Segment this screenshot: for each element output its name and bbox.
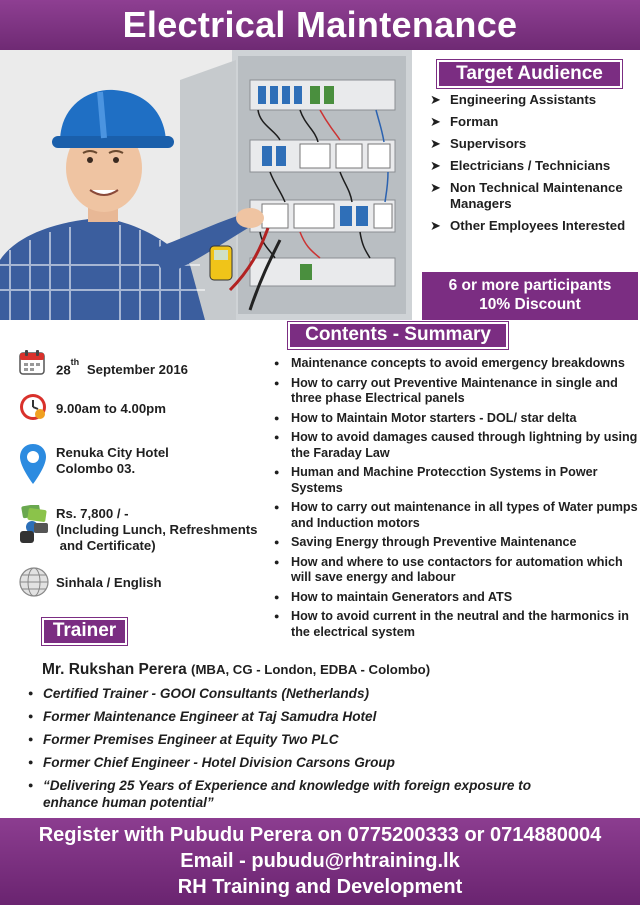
trainer-name: Mr. Rukshan Perera (42, 661, 187, 678)
trainer-name-line (42, 661, 430, 679)
arrow-icon: ➤ (430, 158, 441, 173)
arrow-icon: ➤ (430, 114, 441, 129)
audience-item: ➤ Supervisors (430, 136, 527, 151)
bio-item: ● Former Chief Engineer - Hotel Division Carsons Group (28, 754, 548, 771)
audience-item: ➤ Engineering Assistants (430, 92, 597, 107)
event-time: 9.00am to 4.00pm (56, 401, 166, 416)
contents-list (272, 356, 640, 644)
contents-summary-title: Contents - Summary (288, 322, 508, 349)
content-item: ● How and where to use contactors for automation which will save energy and labour (272, 555, 640, 586)
fee-amount: Rs. 7,800 / - (56, 506, 129, 521)
event-day: 28 (56, 362, 71, 378)
content-item: ● How to maintain Generators and ATS (272, 590, 640, 606)
trainer-title: Trainer (42, 618, 127, 645)
discount-line1: 6 or more participants (448, 277, 612, 294)
trainer-credentials: (MBA, CG - London, EDBA - Colombo) (191, 662, 431, 677)
audience-item: ➤ Other Employees Interested (430, 218, 626, 233)
language: Sinhala / English (56, 575, 162, 590)
company-name: RH Training and Development (177, 876, 463, 898)
content-item: ● Human and Machine Protecction Systems in Power Systems (272, 465, 640, 496)
venue-line1: Renuka City Hotel (56, 445, 169, 460)
discount-line2: 10% Discount (479, 296, 581, 313)
content-item: ● How to avoid damages caused through lightning by using the Faraday Law (272, 430, 640, 461)
target-audience-list (430, 92, 640, 240)
globe-icon (18, 566, 50, 602)
content-item: ● How to carry out Preventive Maintenance in single and three phase Electrical panels (272, 376, 640, 407)
clock-icon (18, 392, 48, 426)
location-pin-icon (18, 442, 48, 490)
content-item: ● Maintenance concepts to avoid emergency breakdowns (272, 356, 640, 372)
page-title: Electrical Maintenance (0, 0, 640, 50)
discount-banner (422, 272, 638, 320)
day-suffix: th (70, 357, 80, 367)
fee-inclusions: (Including Lunch, Refreshments (56, 522, 258, 537)
arrow-icon: ➤ (430, 92, 441, 107)
arrow-icon: ➤ (430, 180, 441, 195)
register-line: Register with Pubudu Perera on 0775200333 or 0714880004 (38, 824, 602, 846)
audience-item: ➤ Electricians / Technicians (430, 158, 611, 173)
event-month-year: September 2016 (86, 362, 189, 378)
audience-item: ➤ Forman (430, 114, 499, 129)
footer-contact (0, 818, 640, 905)
bio-item: ● Certified Trainer - GOOI Consultants (Netherlands) (28, 685, 548, 702)
money-icon (18, 505, 50, 549)
calendar-icon (18, 348, 46, 380)
content-item: ● Saving Energy through Preventive Maintenance (272, 535, 640, 551)
trainer-bio-list (28, 685, 548, 817)
content-item: ● How to avoid current in the neutral and the harmonics in the electrical system (272, 609, 640, 640)
fee-inclusions-cont: and Certificate) (56, 538, 156, 553)
venue-line2: Colombo 03. (56, 461, 136, 476)
email-line: Email - pubudu@rhtraining.lk (180, 850, 460, 872)
content-item: ● How to Maintain Motor starters - DOL/ star delta (272, 411, 640, 427)
technician-photo (0, 50, 412, 320)
audience-item: ➤ Non Technical Maintenance Managers (430, 180, 623, 211)
arrow-icon: ➤ (430, 136, 441, 151)
target-audience-title: Target Audience (437, 60, 622, 88)
bio-item: ● Former Premises Engineer at Equity Two PLC (28, 731, 548, 748)
arrow-icon: ➤ (430, 218, 441, 233)
bio-item: ● “Delivering 25 Years of Experience and knowledge with foreign exposure to enhance human potential” (28, 777, 548, 811)
content-item: ● How to carry out maintenance in all types of Water pumps and Induction motors (272, 500, 640, 531)
bio-item: ● Former Maintenance Engineer at Taj Samudra Hotel (28, 708, 548, 725)
